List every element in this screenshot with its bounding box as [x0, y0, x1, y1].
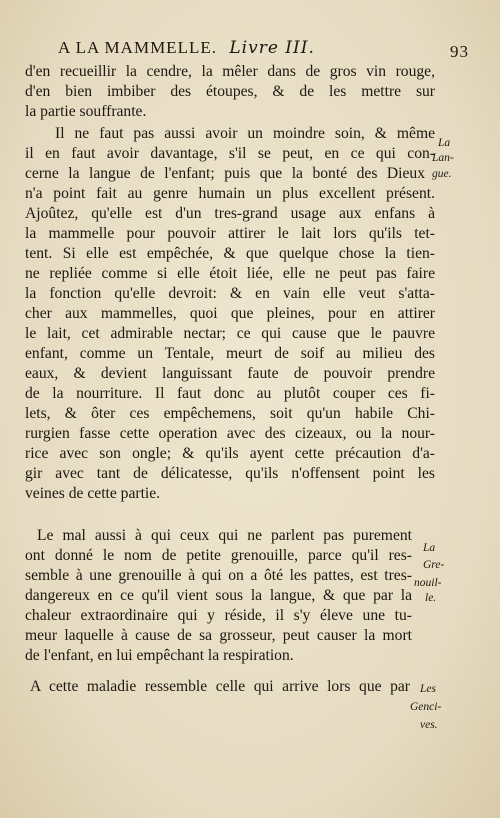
text-line: cher aux mammelles, quoi que pleines, pour en attirer [25, 305, 435, 322]
page-number: 93 [450, 42, 469, 61]
margin-note-line: le. [425, 592, 437, 604]
margin-note-line: La [438, 137, 451, 149]
text-line: semble à une grenouille à qui on a ôté les pattes, est tres- [25, 567, 412, 584]
text-line: n'a point fait au genre humain un plus excellent présent. [25, 185, 435, 202]
text-line: Il ne faut pas aussi avoir un moindre soin, & même [55, 125, 435, 142]
text-line: A cette maladie ressemble celle qui arrive lors que par [30, 678, 410, 695]
margin-note-line: ves. [420, 719, 438, 731]
text-line: Ajoûtez, qu'elle est d'un tres-grand usage aux enfans à [25, 205, 435, 222]
text-line: de l'enfant, en lui empêchant la respiration. [25, 647, 294, 664]
margin-note-line: Gre- [423, 559, 445, 571]
margin-note-gencives [410, 683, 442, 732]
running-header [58, 38, 469, 61]
text-line: gir avec tant de délicatesse, qu'ils n'offensent point les [25, 465, 435, 482]
margin-note-line: La [423, 542, 436, 554]
margin-note-line: Lan- [432, 152, 454, 164]
text-line: lets, & ôter ces empêchemens, soit qu'un habile Chi- [25, 405, 435, 422]
text-line: il en faut avoir davantage, s'il se peut, en ce qui con- [25, 145, 435, 162]
text-line: meur laquelle à cause de sa grosseur, peut causer la mort [25, 627, 412, 644]
text-line: eaux, & devient languissant faute de pouvoir prendre [25, 365, 435, 382]
text-line: veines de cette partie. [25, 485, 161, 502]
margin-note-line: gue. [432, 168, 452, 180]
text-line: rurgien fasse cette operation avec des cizeaux, ou la nour- [25, 425, 435, 442]
margin-note-la-langue [432, 137, 454, 181]
margin-note-line: Les [420, 683, 436, 695]
text-line: la fonction qu'elle devroit: & en vain elle veut s'atta- [25, 285, 435, 302]
header-title: A LA MAMMELLE. [58, 38, 217, 57]
margin-note-grenouille [414, 542, 445, 605]
text-line: chaleur extraordinaire qui y réside, il s'y éleve une tu- [25, 607, 412, 624]
text-line: rice avec son ongle; & qu'ils ayent cette précaution d'a- [25, 445, 435, 462]
text-line: Le mal aussi à qui ceux qui ne parlent pas purement [37, 527, 412, 544]
text-line: tent. Si elle est empêchée, & que quelque chose la tien- [25, 245, 435, 262]
text-line: dangereux en ce qu'il vient sous la langue, & que par la [25, 587, 412, 604]
margin-note-line: nouil- [414, 577, 442, 589]
text-line: de la nourriture. Il faut donc au plutôt couper ces fi- [25, 385, 435, 402]
text-line: la partie souffrante. [25, 103, 147, 120]
margin-note-line: Genci- [410, 701, 442, 713]
text-line: enfant, comme un Tentale, meurt de soif au milieu des [25, 345, 435, 362]
text-line: d'en recueillir la cendre, la mêler dans de gros vin rouge, [25, 63, 435, 80]
text-line: le lait, cet admirable nectar; ce qui cause que le pauvre [25, 325, 435, 342]
text-line: ont donné le nom de petite grenouille, parce qu'il res- [25, 547, 412, 564]
text-line: cerne la langue de l'enfant; puis que la bonté des Dieux [25, 165, 425, 182]
text-line: ne repliée comme si elle étoit liée, elle ne peut pas faire [25, 265, 435, 282]
header-book: Livre III. [229, 38, 315, 58]
text-line: d'en bien imbiber des étoupes, & de les mettre sur [25, 83, 435, 100]
text-line: la mammelle pour pouvoir attirer le lait lors qu'ils tet- [25, 225, 435, 242]
